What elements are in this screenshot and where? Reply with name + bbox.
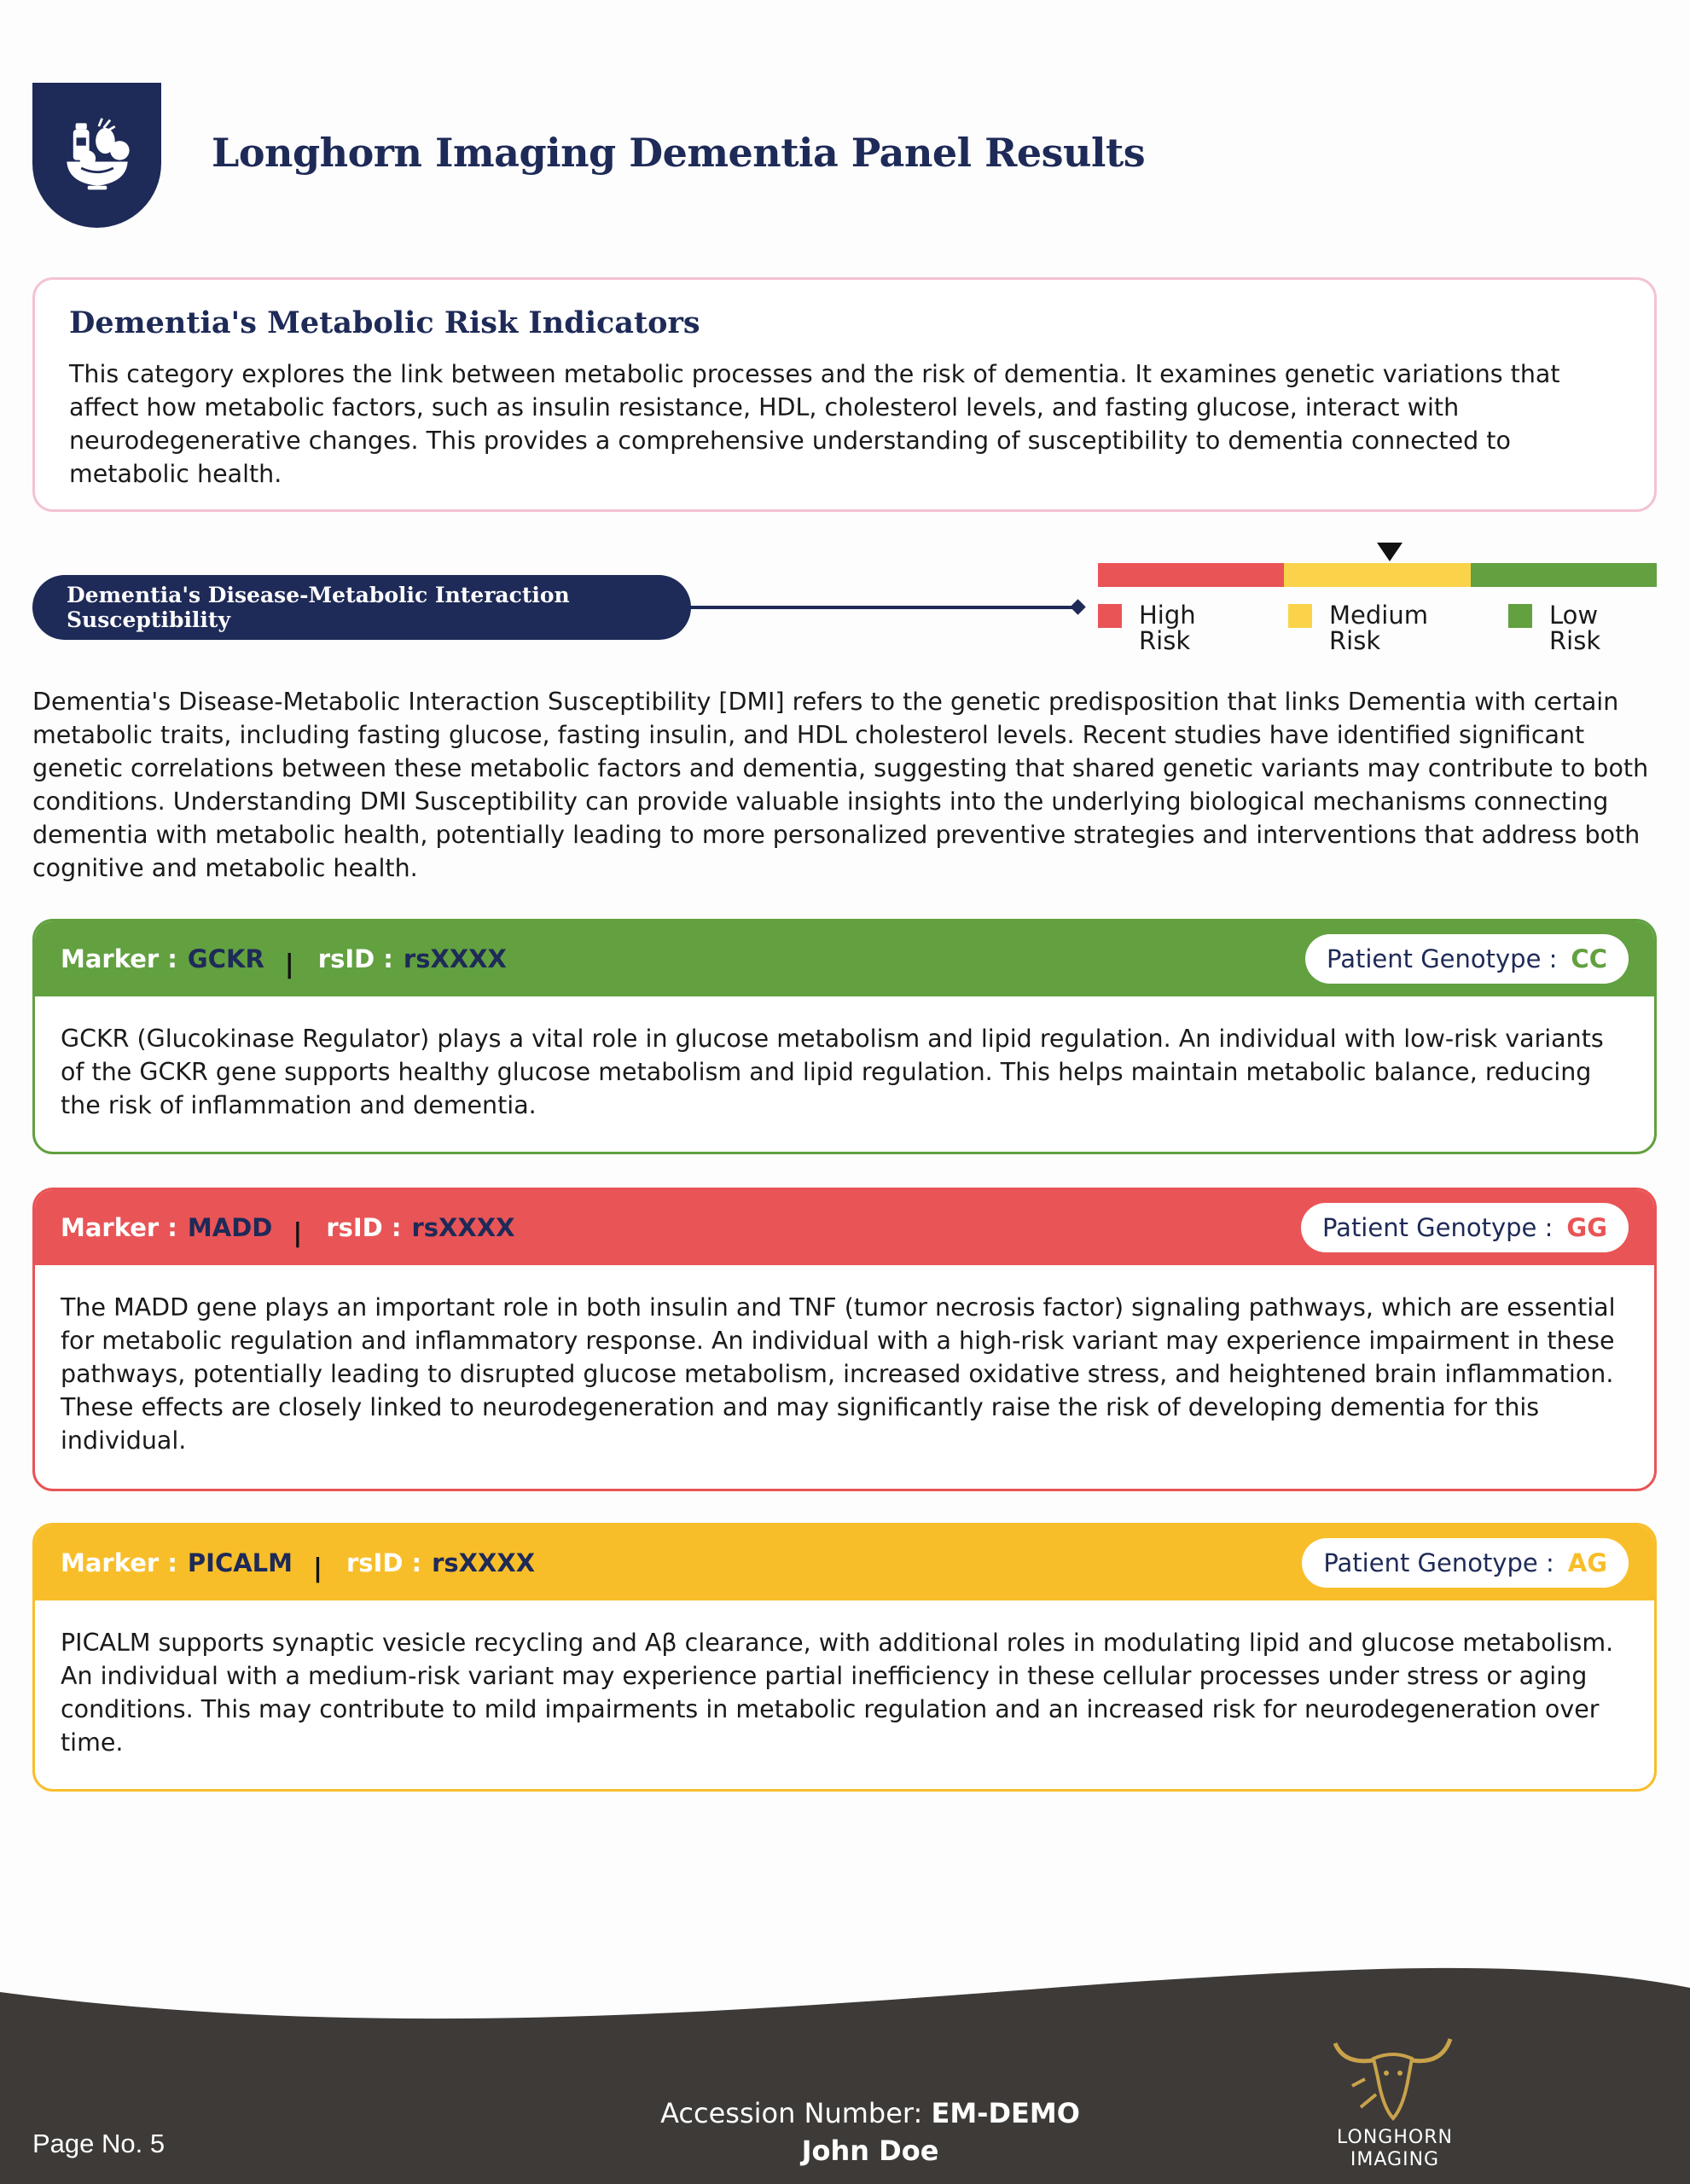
- marker-id: [61, 1548, 536, 1583]
- separator: |: [284, 949, 294, 979]
- legend-medium: [1288, 602, 1440, 653]
- legend-high: [1098, 602, 1250, 653]
- marker-description: GCKR (Glucokinase Regulator) plays a vital role in glucose metabolism and lipid regulation. An individual with low-risk variants of the GCKR gene supports healthy glucose metabolism and lipid regulation. This helps maintain metabolic balance, reducing the risk of inflammation and dementia.: [61, 1025, 1604, 1119]
- genotype-value: AG: [1567, 1548, 1607, 1577]
- accession-line: [597, 2094, 1143, 2132]
- accession-block: [597, 2094, 1143, 2169]
- genotype-value: GG: [1566, 1213, 1607, 1242]
- page-number: Page No. 5: [32, 2129, 166, 2158]
- rsid-label: rsID :: [326, 1213, 402, 1242]
- connector-line: [689, 606, 1077, 609]
- page-title: Longhorn Imaging Dementia Panel Results: [212, 130, 1146, 176]
- logo-line: IMAGING: [1350, 2149, 1440, 2170]
- accession-label: Accession Number:: [660, 2097, 923, 2129]
- genotype-value: CC: [1571, 944, 1607, 973]
- separator: |: [293, 1217, 303, 1248]
- intro-heading: Dementia's Metabolic Risk Indicators: [69, 305, 700, 340]
- rsid-value: rsXXXX: [411, 1213, 515, 1242]
- accession-value: EM-DEMO: [931, 2097, 1080, 2129]
- intro-body: This category explores the link between metabolic processes and the risk of dementia. It examines genetic variations that affect how metabolic factors, such as insulin resistance, HDL, cholesterol levels, and fasting glucose, interact with neurodegenerative changes. This provides a comprehensive understanding of susceptibility to dementia connected to metabolic health.: [69, 360, 1560, 488]
- marker-label: Marker :: [61, 1548, 177, 1577]
- patient-name: John Doe: [801, 2135, 939, 2167]
- genotype-badge: [1301, 1203, 1629, 1252]
- marker-card-picalm: [32, 1523, 1657, 1792]
- legend-low: [1508, 602, 1660, 653]
- rsid-label: rsID :: [317, 944, 393, 973]
- marker-header: [35, 1190, 1654, 1265]
- marker-id: [61, 944, 507, 979]
- risk-bar-low: [1471, 563, 1657, 587]
- connector-end: [1070, 599, 1085, 614]
- category-badge: [32, 83, 161, 228]
- marker-card-gckr: [32, 919, 1657, 1154]
- rsid-value: rsXXXX: [403, 944, 507, 973]
- genotype-badge: [1302, 1538, 1629, 1588]
- legend-text: Risk: [1329, 626, 1381, 655]
- legend-label-medium: [1329, 602, 1440, 653]
- nutrition-bowl-icon: [57, 115, 137, 195]
- logo-line: LONGHORN: [1337, 2127, 1453, 2148]
- legend-text: High: [1139, 601, 1196, 630]
- marker-header: [35, 921, 1654, 996]
- marker-id: [61, 1213, 515, 1248]
- genotype-badge: [1305, 934, 1629, 984]
- marker-description: PICALM supports synaptic vesicle recycling and Aβ clearance, with additional roles in modulating lipid and glucose metabolism. An individual with a medium-risk variant may experience partial inefficiency in these cellular processes under stress or aging conditions. This may contribute to mild impairments in metabolic regulation and an increased risk for neurodegeneration over time.: [61, 1629, 1614, 1757]
- marker-name: GCKR: [187, 944, 264, 973]
- intro-card: [32, 277, 1657, 512]
- risk-bar-high: [1098, 563, 1284, 587]
- legend-text: Medium: [1329, 601, 1428, 630]
- legend-label-low: [1549, 602, 1660, 653]
- marker-header: [35, 1525, 1654, 1600]
- legend-text: Low: [1549, 601, 1599, 630]
- marker-label: Marker :: [61, 1213, 177, 1242]
- marker-label: Marker :: [61, 944, 177, 973]
- legend-text: Risk: [1549, 626, 1601, 655]
- separator: |: [313, 1553, 322, 1583]
- legend-label-high: [1139, 602, 1250, 653]
- longhorn-icon: [1327, 2026, 1459, 2124]
- legend-swatch-medium: [1288, 604, 1312, 628]
- rsid-label: rsID :: [346, 1548, 422, 1577]
- genotype-label: Patient Genotype :: [1323, 1548, 1554, 1577]
- susceptibility-label: Dementia's Disease-Metabolic Interaction Susceptibility: [32, 575, 691, 640]
- risk-bar-medium: [1284, 563, 1471, 587]
- susceptibility-description: Dementia's Disease-Metabolic Interaction Susceptibility [DMI] refers to the genetic predisposition that links Dementia with certain metabolic traits, including fasting glucose, fasting insulin, and HDL cholesterol levels. Recent studies have identified significant genetic correlations between these metabolic factors and dementia, suggesting that shared genetic variants may contribute to both conditions. Understanding DMI Susceptibility can provide valuable insights into the underlying biological mechanisms connecting dementia with metabolic health, potentially leading to more personalized preventive strategies and interventions that address both cognitive and metabolic health.: [32, 688, 1649, 882]
- legend-text: Risk: [1139, 626, 1191, 655]
- marker-name: MADD: [187, 1213, 273, 1242]
- marker-name: PICALM: [187, 1548, 293, 1577]
- marker-card-madd: [32, 1188, 1657, 1491]
- genotype-label: Patient Genotype :: [1321, 1213, 1554, 1242]
- marker-description: The MADD gene plays an important role in both insulin and TNF (tumor necrosis factor) signaling pathways, which are essential for metabolic regulation and inflammatory response. An individual with a high-risk variant may experience impairment in these pathways, potentially leading to disrupted glucose metabolism, increased oxidative stress, and heightened brain inflammation. These effects are closely linked to neurodegeneration and may significantly raise the risk of developing dementia for this individual.: [61, 1293, 1616, 1455]
- rsid-value: rsXXXX: [432, 1548, 536, 1577]
- logo-text: [1314, 2127, 1476, 2171]
- legend-swatch-high: [1098, 604, 1122, 628]
- legend-swatch-low: [1508, 604, 1532, 628]
- genotype-label: Patient Genotype :: [1327, 944, 1558, 973]
- risk-indicator-arrow: [1377, 543, 1403, 561]
- company-logo: [1314, 2026, 1476, 2171]
